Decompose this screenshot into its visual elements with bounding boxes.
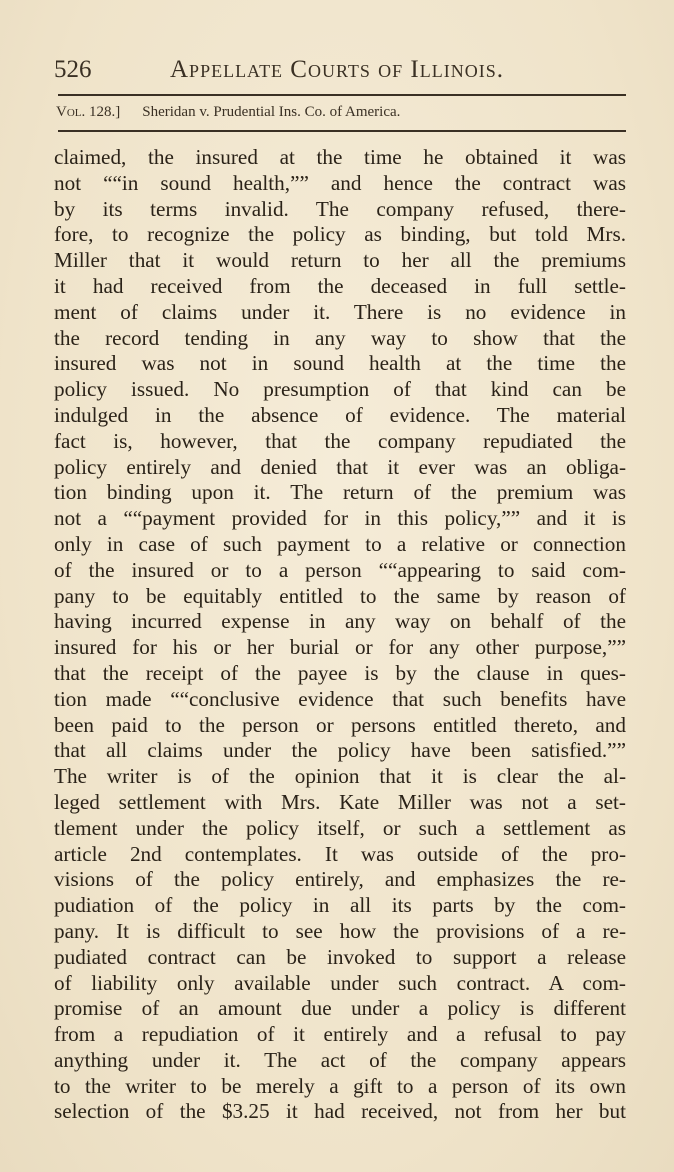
text-line: that all claims under the policy have been satisfied.”” — [54, 738, 626, 763]
text-line: having incurred expense in any way on behalf of the — [54, 609, 626, 634]
text-line: The writer is of the opinion that it is clear the al- — [54, 764, 626, 789]
text-line: selection of the $3.25 it had received, not from her but — [54, 1099, 626, 1124]
case-caption — [56, 104, 400, 121]
text-line: ment of claims under it. There is no evidence in — [54, 299, 626, 324]
text-line: indulged in the absence of evidence. The material — [54, 402, 626, 427]
text-line: policy issued. No presumption of that kind can be — [54, 377, 626, 402]
text-line: pany. It is difficult to see how the provisions of a re- — [54, 918, 626, 943]
text-line: from a repudiation of it entirely and a refusal to pay — [54, 1022, 626, 1047]
text-line: not ““in sound health,”” and hence the contract was — [54, 170, 626, 195]
header-rule-bottom — [58, 130, 626, 132]
text-line: pudiation of the policy in all its parts by the com- — [54, 893, 626, 918]
text-line: fore, to recognize the policy as binding, but told Mrs. — [54, 222, 626, 247]
case-title: Sheridan v. Prudential Ins. Co. of America. — [142, 104, 401, 120]
running-title: Appellate Courts of Illinois. — [170, 56, 504, 83]
text-line: been paid to the person or persons entitled thereto, and — [54, 712, 626, 737]
text-line: promise of an amount due under a policy is different — [54, 996, 626, 1021]
text-line: of liability only available under such contract. A com- — [54, 970, 626, 995]
text-line: only in case of such payment to a relative or connection — [54, 531, 626, 556]
text-line: pudiated contract can be invoked to support a release — [54, 944, 626, 969]
running-head — [54, 56, 626, 88]
page-number: 526 — [54, 56, 92, 83]
text-line: tlement under the policy itself, or such a settlement as — [54, 815, 626, 840]
text-line: claimed, the insured at the time he obtained it was — [54, 145, 626, 169]
text-line: article 2nd contemplates. It was outside of the pro- — [54, 841, 626, 866]
text-line: to the writer to be merely a gift to a person of its own — [54, 1073, 626, 1098]
text-line: tion made ““conclusive evidence that such benefits have — [54, 686, 626, 711]
text-line: Miller that it would return to her all the premiums — [54, 248, 626, 273]
text-line: tion binding upon it. The return of the premium was — [54, 480, 626, 505]
text-line: it had received from the deceased in full settle- — [54, 273, 626, 298]
text-line: policy entirely and denied that it ever was an obliga- — [54, 454, 626, 479]
header-rule-top — [58, 94, 626, 96]
text-line: not a ““payment provided for in this policy,”” and it is — [54, 506, 626, 531]
text-line: the record tending in any way to show that the — [54, 325, 626, 350]
volume-label: Vol. 128.] — [56, 104, 121, 120]
text-line: insured was not in sound health at the time the — [54, 351, 626, 376]
text-line: by its terms invalid. The company refused, there- — [54, 196, 626, 221]
text-line: of the insured or to a person ““appearing to said com- — [54, 557, 626, 582]
text-line: that the receipt of the payee is by the clause in ques- — [54, 660, 626, 685]
text-line: visions of the policy entirely, and emphasizes the re- — [54, 867, 626, 892]
text-line: insured for his or her burial or for any other purpose,”” — [54, 635, 626, 660]
text-line: leged settlement with Mrs. Kate Miller was not a set- — [54, 789, 626, 814]
text-line: fact is, however, that the company repudiated the — [54, 428, 626, 453]
body-text — [54, 145, 626, 1125]
text-line: pany to be equitably entitled to the same by reason of — [54, 583, 626, 608]
text-line: anything under it. The act of the company appears — [54, 1047, 626, 1072]
